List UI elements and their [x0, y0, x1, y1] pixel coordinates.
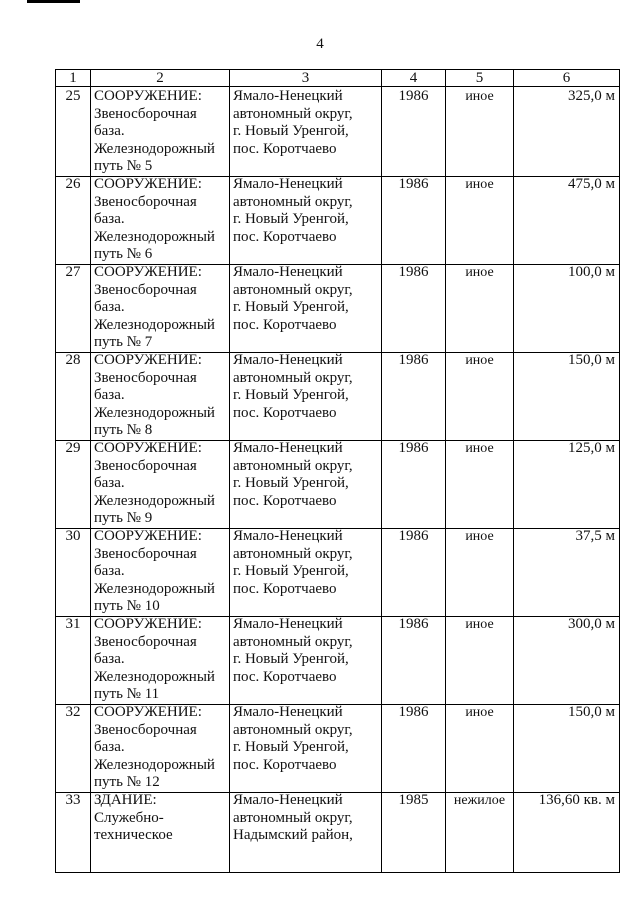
- object-address-line: г. Новый Уренгой,: [233, 475, 349, 491]
- object-name: [91, 87, 230, 177]
- object-address: [230, 791, 382, 873]
- object-address-line: г. Новый Уренгой,: [233, 123, 349, 139]
- object-name: [91, 175, 230, 265]
- object-name-line: Звеносборочная: [94, 633, 197, 650]
- size: 136,60 кв. м: [514, 791, 620, 873]
- object-address-line: Ямало-Ненецкий: [233, 176, 343, 192]
- object-address-line: Ямало-Ненецкий: [233, 616, 343, 632]
- object-address-line: г. Новый Уренгой,: [233, 211, 349, 227]
- object-name-line: ЗДАНИЕ:: [94, 792, 157, 808]
- object-name-line: путь № 12: [94, 774, 160, 790]
- object-address-line: Ямало-Ненецкий: [233, 704, 343, 720]
- purpose: нежилое: [446, 791, 514, 873]
- object-name-line: путь № 6: [94, 246, 153, 262]
- object-name-line: СООРУЖЕНИЕ:: [94, 264, 202, 280]
- row-number: 30: [56, 527, 91, 617]
- object-address-line: г. Новый Уренгой,: [233, 299, 349, 315]
- object-name-line: техническое: [94, 827, 173, 843]
- year: 1986: [382, 615, 446, 705]
- object-name-line: СООРУЖЕНИЕ:: [94, 704, 202, 720]
- object-address-line: автономный округ,: [233, 281, 353, 298]
- size: 100,0 м: [514, 263, 620, 353]
- year: 1985: [382, 791, 446, 873]
- object-name-line: СООРУЖЕНИЕ:: [94, 440, 202, 456]
- object-name-line: СООРУЖЕНИЕ:: [94, 176, 202, 192]
- object-address-line: пос. Коротчаево: [233, 580, 337, 597]
- table-body: [56, 87, 620, 873]
- object-name-line: Звеносборочная: [94, 457, 197, 474]
- object-address-line: автономный округ,: [233, 721, 353, 738]
- object-address-line: пос. Коротчаево: [233, 140, 337, 157]
- table-header-row: [56, 70, 620, 87]
- year: 1986: [382, 439, 446, 529]
- object-address-line: г. Новый Уренгой,: [233, 387, 349, 403]
- object-name: [91, 791, 230, 873]
- object-address: [230, 703, 382, 793]
- row-number: 33: [56, 791, 91, 873]
- column-header: 4: [382, 70, 446, 87]
- table-row: [56, 87, 620, 175]
- object-name-line: путь № 8: [94, 422, 153, 438]
- object-name-line: СООРУЖЕНИЕ:: [94, 616, 202, 632]
- table-row: [56, 263, 620, 351]
- table-row: [56, 615, 620, 703]
- object-name-line: Звеносборочная: [94, 545, 197, 562]
- table-row: [56, 791, 620, 873]
- row-number: 32: [56, 703, 91, 793]
- table-row: [56, 439, 620, 527]
- object-name-line: Железнодорожный: [94, 140, 215, 157]
- row-number: 27: [56, 263, 91, 353]
- top-rule: [27, 0, 80, 3]
- object-address-line: Ямало-Ненецкий: [233, 440, 343, 456]
- object-address-line: автономный округ,: [233, 457, 353, 474]
- object-name-line: СООРУЖЕНИЕ:: [94, 352, 202, 368]
- object-name-line: база.: [94, 475, 125, 491]
- object-name: [91, 439, 230, 529]
- object-address: [230, 87, 382, 177]
- object-name-line: база.: [94, 563, 125, 579]
- object-address: [230, 263, 382, 353]
- object-name-line: путь № 5: [94, 158, 153, 174]
- object-name-line: путь № 10: [94, 598, 160, 614]
- object-name-line: Звеносборочная: [94, 105, 197, 122]
- object-address: [230, 439, 382, 529]
- size: 150,0 м: [514, 703, 620, 793]
- object-address-line: пос. Коротчаево: [233, 228, 337, 245]
- object-name-line: Железнодорожный: [94, 316, 215, 333]
- object-address-line: г. Новый Уренгой,: [233, 651, 349, 667]
- object-address-line: Надымский район,: [233, 827, 353, 843]
- object-name: [91, 615, 230, 705]
- row-number: 28: [56, 351, 91, 441]
- object-address-line: автономный округ,: [233, 369, 353, 386]
- column-header: 2: [91, 70, 230, 87]
- object-name: [91, 351, 230, 441]
- object-address-line: автономный округ,: [233, 105, 353, 122]
- year: 1986: [382, 703, 446, 793]
- object-address-line: пос. Коротчаево: [233, 668, 337, 685]
- object-name-line: Звеносборочная: [94, 369, 197, 386]
- purpose: иное: [446, 351, 514, 441]
- object-address: [230, 175, 382, 265]
- object-address-line: автономный округ,: [233, 809, 353, 826]
- object-name-line: Звеносборочная: [94, 193, 197, 210]
- year: 1986: [382, 87, 446, 177]
- purpose: иное: [446, 175, 514, 265]
- object-address-line: Ямало-Ненецкий: [233, 792, 343, 808]
- object-name-line: путь № 11: [94, 686, 160, 702]
- column-header: 1: [56, 70, 91, 87]
- year: 1986: [382, 263, 446, 353]
- object-name-line: Звеносборочная: [94, 281, 197, 298]
- year: 1986: [382, 351, 446, 441]
- object-address-line: автономный округ,: [233, 545, 353, 562]
- object-name-line: Железнодорожный: [94, 404, 215, 421]
- purpose: иное: [446, 527, 514, 617]
- year: 1986: [382, 527, 446, 617]
- object-name-line: база.: [94, 739, 125, 755]
- column-header: 5: [446, 70, 514, 87]
- object-name-line: путь № 7: [94, 334, 153, 350]
- object-address-line: Ямало-Ненецкий: [233, 528, 343, 544]
- purpose: иное: [446, 87, 514, 177]
- object-address-line: автономный округ,: [233, 633, 353, 650]
- object-name-line: база.: [94, 299, 125, 315]
- size: 125,0 м: [514, 439, 620, 529]
- object-address-line: пос. Коротчаево: [233, 316, 337, 333]
- object-name-line: Железнодорожный: [94, 228, 215, 245]
- table-row: [56, 175, 620, 263]
- purpose: иное: [446, 615, 514, 705]
- object-address-line: г. Новый Уренгой,: [233, 563, 349, 579]
- object-name-line: Служебно-: [94, 809, 164, 826]
- object-address-line: пос. Коротчаево: [233, 404, 337, 421]
- object-address-line: пос. Коротчаево: [233, 492, 337, 509]
- object-address-line: пос. Коротчаево: [233, 756, 337, 773]
- object-name-line: Железнодорожный: [94, 668, 215, 685]
- table-row: [56, 527, 620, 615]
- object-address: [230, 615, 382, 705]
- object-name-line: Железнодорожный: [94, 580, 215, 597]
- row-number: 26: [56, 175, 91, 265]
- table-row: [56, 703, 620, 791]
- size: 37,5 м: [514, 527, 620, 617]
- object-address-line: автономный округ,: [233, 193, 353, 210]
- column-header: 6: [514, 70, 620, 87]
- purpose: иное: [446, 263, 514, 353]
- object-name-line: база.: [94, 211, 125, 227]
- object-name-line: база.: [94, 387, 125, 403]
- column-header: 3: [230, 70, 382, 87]
- object-name-line: Железнодорожный: [94, 756, 215, 773]
- object-address-line: Ямало-Ненецкий: [233, 88, 343, 104]
- object-name-line: Железнодорожный: [94, 492, 215, 509]
- row-number: 25: [56, 87, 91, 177]
- year: 1986: [382, 175, 446, 265]
- table-row: [56, 351, 620, 439]
- object-address-line: Ямало-Ненецкий: [233, 352, 343, 368]
- object-name-line: база.: [94, 651, 125, 667]
- object-address: [230, 527, 382, 617]
- row-number: 31: [56, 615, 91, 705]
- size: 325,0 м: [514, 87, 620, 177]
- size: 475,0 м: [514, 175, 620, 265]
- purpose: иное: [446, 439, 514, 529]
- size: 300,0 м: [514, 615, 620, 705]
- object-name-line: база.: [94, 123, 125, 139]
- page-number: 4: [316, 36, 324, 52]
- object-address-line: г. Новый Уренгой,: [233, 739, 349, 755]
- object-name-line: СООРУЖЕНИЕ:: [94, 88, 202, 104]
- object-name: [91, 527, 230, 617]
- object-name-line: Звеносборочная: [94, 721, 197, 738]
- size: 150,0 м: [514, 351, 620, 441]
- object-name: [91, 703, 230, 793]
- object-address: [230, 351, 382, 441]
- row-number: 29: [56, 439, 91, 529]
- purpose: иное: [446, 703, 514, 793]
- object-name: [91, 263, 230, 353]
- object-name-line: путь № 9: [94, 510, 153, 526]
- object-name-line: СООРУЖЕНИЕ:: [94, 528, 202, 544]
- registry-table: [55, 69, 620, 873]
- object-address-line: Ямало-Ненецкий: [233, 264, 343, 280]
